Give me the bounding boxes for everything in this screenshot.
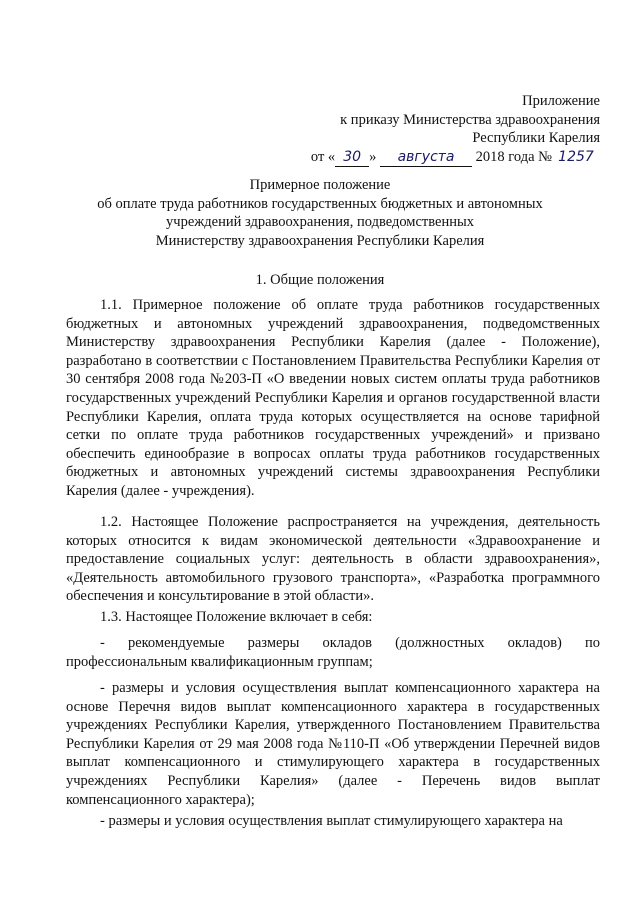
title-line-1: Примерное положение — [249, 177, 391, 193]
list-item-incentive — [66, 812, 600, 831]
approval-date-line — [280, 148, 600, 168]
date-mid: » — [369, 148, 377, 165]
paragraph-1-3 — [66, 608, 600, 627]
approval-title: Приложение — [522, 93, 600, 109]
title-line-3: учреждений здравоохранения, подведомственных — [166, 214, 474, 231]
title-line-2: об оплате труда работников государственных бюджетных и автономных — [97, 195, 543, 212]
approval-region: Республики Карелия — [472, 130, 600, 147]
paragraph-1-1 — [66, 296, 600, 501]
date-prefix: от « — [310, 148, 336, 165]
section-heading: 1. Общие положения — [255, 272, 385, 288]
handwritten-order-number: 1257 — [558, 148, 594, 165]
approval-block — [280, 92, 600, 167]
document-title — [60, 176, 580, 250]
paragraph-text: 1.2. Настоящее Положение распространяется на учреждения, деятельность которых относится к видам экономической деятельности «Здравоохранение и предоставление социальных услуг: деятельность в области здравоохранения», «Деятельность автомобильного грузового транспорта», «Разработка программного обеспечения и консультирование в этой области». — [66, 514, 600, 605]
handwritten-month: августа — [380, 148, 472, 168]
approval-order-ref: к приказу Министерства здравоохранения — [340, 111, 600, 128]
paragraph-1-2 — [66, 513, 600, 606]
list-item-text: - размеры и условия осуществления выплат стимулирующего характера на — [100, 813, 563, 829]
list-item-salaries — [66, 634, 600, 671]
list-item-compensation — [66, 679, 600, 809]
handwritten-day: 30 — [335, 148, 369, 168]
date-year: 2018 года № — [475, 148, 552, 165]
list-item-text: - рекомендуемые размеры окладов (должностных окладов) по профессиональным квалификационным группам; — [66, 635, 600, 670]
paragraph-text: 1.1. Примерное положение об оплате труда работников государственных бюджетных и автономных учреждений здравоохранения, подведомственных Министерству здравоохранения Республики Карелия (далее - Положение), разработано в соответствии с Постановлением Правительства Республики Карелия от 30 сентября 2008 года №203-П «О введении новых систем оплаты труда работников государственных учреждений Республики Карелия и органов государственной власти Республики Карелия, оплата труда которых осуществляется на основе тарифной сетки по оплате труда работников государственных учреждений» и призвано обеспечить единообразие в вопросах оплаты труда работников государственных бюджетных и автономных учреждений системы здравоохранения Республики Карелия (далее - учреждения). — [66, 297, 600, 499]
list-item-text: - размеры и условия осуществления выплат компенсационного характера на основе Перечня видов выплат компенсационного характера в государственных учреждениях Республики Карелия, утвержденного Постановлением Правительства Республики Карелия от 29 мая 2008 года №110-П «Об утверждении Перечней видов выплат компенсационного и стимулирующего характера в государственных учреждениях Республики Карелия» (далее - Перечень видов выплат компенсационного характера); — [66, 680, 600, 808]
paragraph-text: 1.3. Настоящее Положение включает в себя: — [100, 609, 373, 625]
title-line-4: Министерству здравоохранения Республики Карелия — [155, 232, 485, 249]
